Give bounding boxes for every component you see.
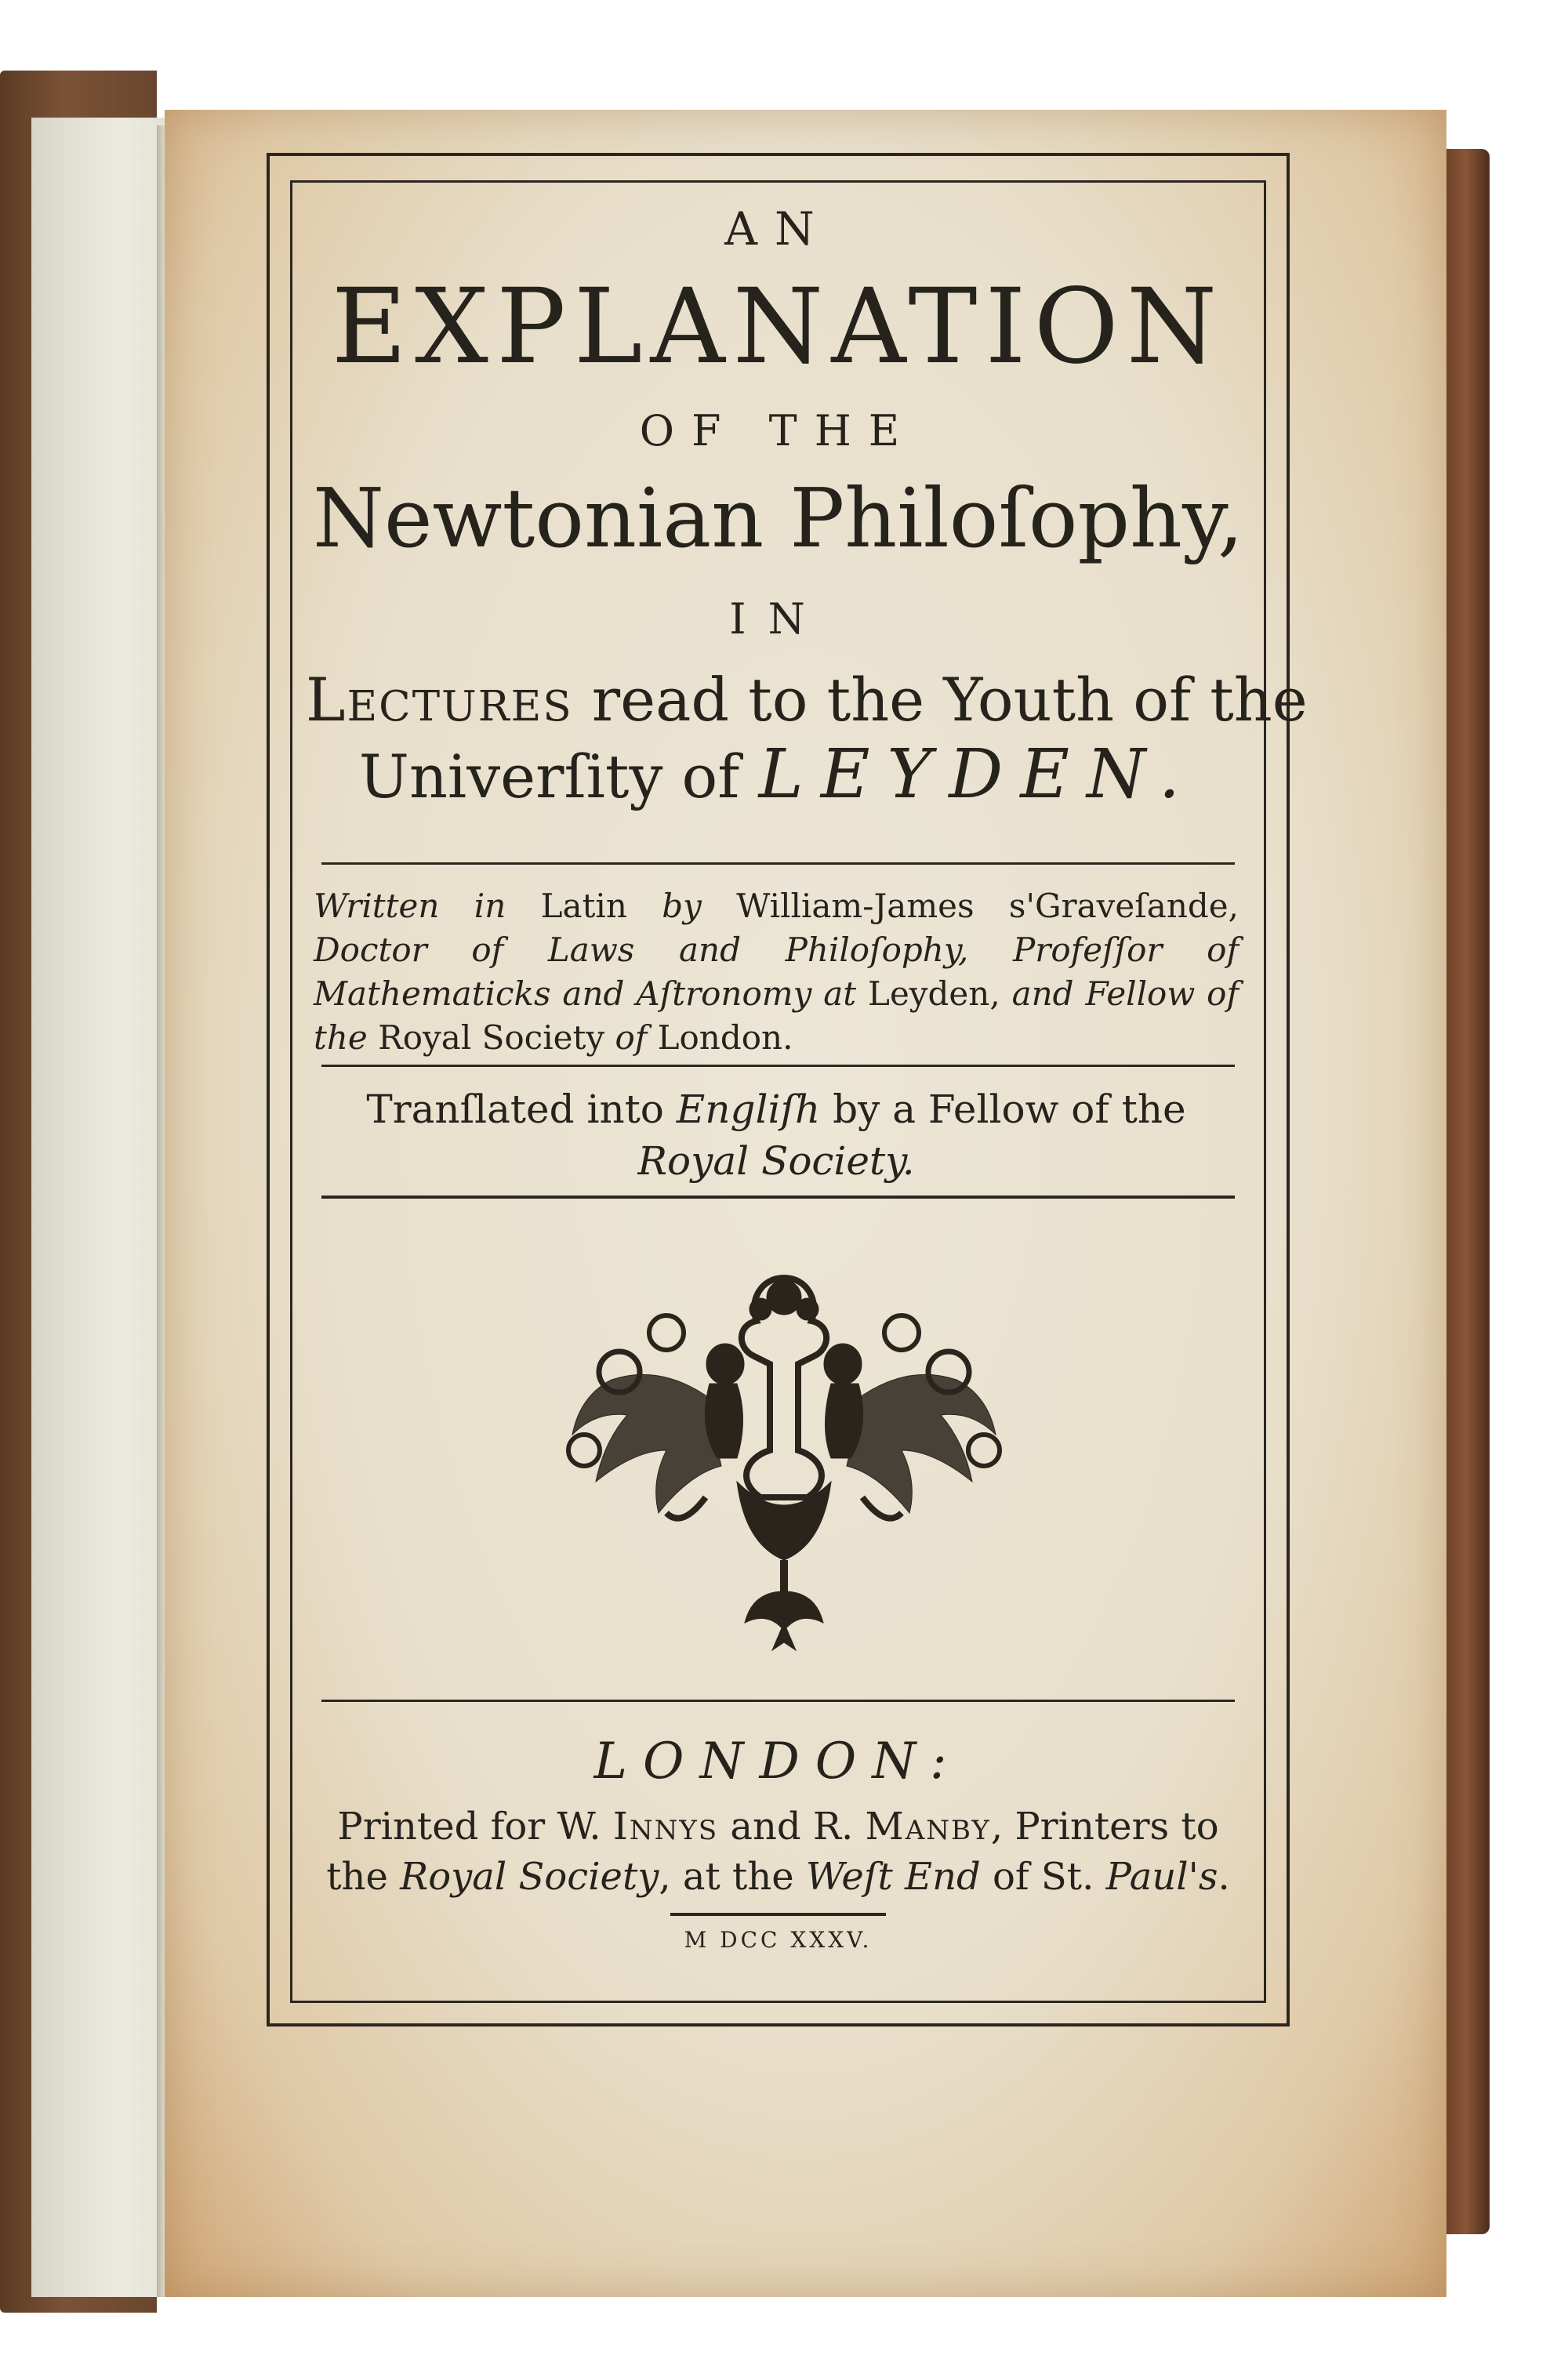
and-r: and R. bbox=[718, 1805, 866, 1849]
leather-binding-right bbox=[1443, 149, 1490, 2234]
floral-vase-ornament-icon bbox=[549, 1246, 1019, 1654]
lectures-rest: read to the Youth of the bbox=[572, 665, 1308, 735]
imprint-date: M DCC XXXV. bbox=[684, 1927, 873, 1953]
english: Engliſh bbox=[676, 1087, 821, 1132]
printed-for: Printed for W. bbox=[337, 1805, 613, 1849]
translator-royal-society: Royal Society. bbox=[637, 1138, 915, 1184]
leyden-word: LEYDEN. bbox=[758, 735, 1198, 814]
title-line-in: IN bbox=[729, 594, 827, 644]
imprint-royal-society-line bbox=[306, 1855, 1250, 1899]
by: by bbox=[662, 887, 702, 925]
university-text: Univerſity of bbox=[358, 742, 759, 811]
translator-paragraph bbox=[314, 1083, 1239, 1187]
title-line-university bbox=[306, 735, 1250, 814]
at-the: , at the bbox=[659, 1855, 806, 1899]
latin: Latin bbox=[506, 887, 662, 925]
author-credentials: Doctor of Laws and Philoſophy, Profeſſor of Mathematicks and Aſtronomy at bbox=[314, 931, 1239, 1013]
divider-rule bbox=[321, 1196, 1235, 1199]
royal-society: Royal Society bbox=[367, 1018, 615, 1057]
of: of bbox=[615, 1018, 648, 1057]
fellow: and Fellow of the bbox=[314, 974, 1240, 1057]
london: London. bbox=[647, 1018, 793, 1057]
title-line-of-the: OF THE bbox=[639, 406, 917, 455]
translated-into: Tranſlated into bbox=[366, 1087, 677, 1132]
imprint-city: LONDON: bbox=[593, 1733, 963, 1791]
of-st: of St. bbox=[980, 1855, 1106, 1899]
imprint-royal-society: Royal Society bbox=[400, 1855, 659, 1899]
west-end: Weſt End bbox=[805, 1855, 981, 1899]
title-line-newtonian-philosophy: Newtonian Philoſophy, bbox=[312, 470, 1243, 566]
date-rule bbox=[670, 1913, 886, 1916]
divider-rule bbox=[321, 862, 1235, 865]
title-line-an: AN bbox=[724, 202, 832, 256]
innys: Innys bbox=[612, 1805, 719, 1849]
manby: Manby bbox=[865, 1805, 991, 1849]
lectures-word: Lectures bbox=[306, 665, 573, 735]
written-in: Written in bbox=[314, 887, 506, 925]
title-line-lectures bbox=[306, 665, 1308, 735]
leyden: Leyden, bbox=[856, 974, 1012, 1013]
author-name: William-James s'Graveſande, bbox=[701, 887, 1239, 925]
pauls-end: . bbox=[1218, 1855, 1230, 1899]
pauls: Paul's bbox=[1105, 1855, 1218, 1899]
the: the bbox=[326, 1855, 401, 1899]
title-line-explanation: EXPLANATION bbox=[331, 267, 1225, 387]
by-fellow: by a Fellow of the bbox=[820, 1087, 1186, 1132]
divider-rule bbox=[321, 1700, 1235, 1702]
imprint-printed-for bbox=[306, 1805, 1250, 1849]
author-paragraph bbox=[314, 884, 1239, 1060]
divider-rule bbox=[321, 1065, 1235, 1067]
printers-to: , Printers to bbox=[990, 1805, 1219, 1849]
